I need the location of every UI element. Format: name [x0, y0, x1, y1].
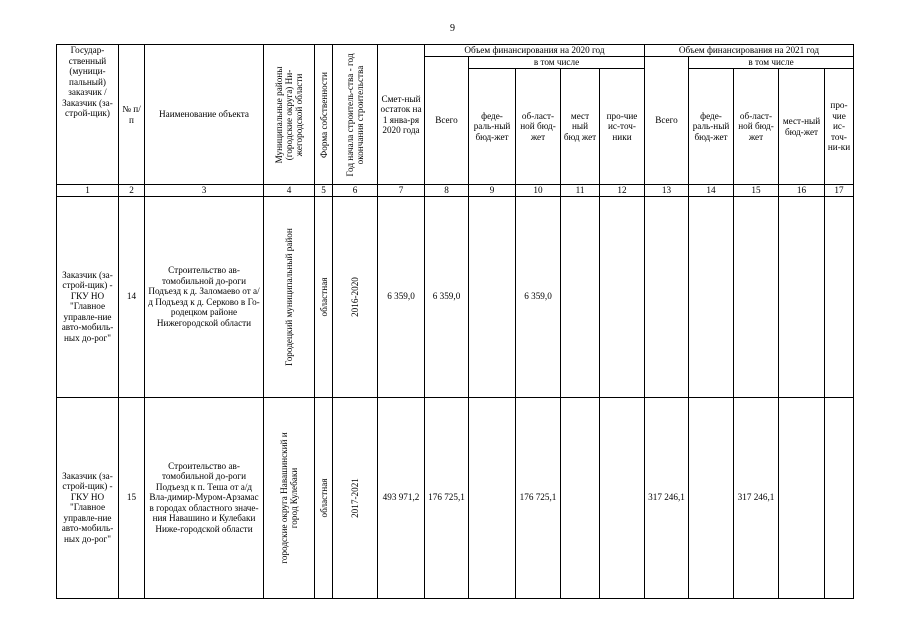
header-object-name: Наименование объекта	[145, 45, 264, 185]
header-ownership	[315, 45, 333, 185]
header-other-2021: про-чие ис-точ-ни-ки	[825, 69, 854, 185]
row-total-2021: 317 246,1	[645, 397, 689, 598]
row-district	[264, 397, 315, 598]
header-regional-2020: об-ласт-ной бюд-жет	[516, 69, 561, 185]
row-estimated: 493 971,2	[378, 397, 425, 598]
row-district	[264, 196, 315, 397]
column-number: 14	[689, 185, 734, 197]
column-number: 16	[779, 185, 825, 197]
header-ownership-text: Форма собственности	[318, 71, 329, 158]
table-row	[57, 196, 854, 397]
header-including-2021: в том числе	[689, 57, 854, 69]
row-other-2021	[825, 397, 854, 598]
row-number: 14	[119, 196, 145, 397]
column-number: 11	[561, 185, 600, 197]
column-number: 6	[333, 185, 378, 197]
header-federal-2020: феде-раль-ный бюд-жет	[469, 69, 516, 185]
row-estimated: 6 359,0	[378, 196, 425, 397]
row-ownership	[315, 397, 333, 598]
row-other-2020	[600, 397, 645, 598]
column-number: 17	[825, 185, 854, 197]
row-local-2020	[561, 397, 600, 598]
row-object-name: Строительство ав-томобильной до-роги Подъезд к д. Заломаево от а/д Подъезд к д. Серково в Го-родецком районе Нижегородской области	[145, 196, 264, 397]
header-years-text: Год начала строитель-ства - год окончания строительства	[345, 53, 365, 176]
column-number: 2	[119, 185, 145, 197]
column-number: 3	[145, 185, 264, 197]
column-number: 1	[57, 185, 119, 197]
row-ownership-text: областная	[318, 478, 329, 518]
row-total-2021	[645, 196, 689, 397]
row-federal-2020	[469, 397, 516, 598]
row-total-2020: 6 359,0	[425, 196, 469, 397]
row-years-text: 2017-2021	[350, 477, 360, 518]
header-estimated: Смет-ный остаток на 1 янва-ря 2020 года	[378, 45, 425, 185]
column-number: 5	[315, 185, 333, 197]
header-local-2020: мест ный бюд жет	[561, 69, 600, 185]
header-years	[333, 45, 378, 185]
header-federal-2021: феде-раль-ный бюд-жет	[689, 69, 734, 185]
column-number: 15	[734, 185, 779, 197]
table-row	[57, 397, 854, 598]
row-regional-2020: 176 725,1	[516, 397, 561, 598]
row-local-2021	[779, 196, 825, 397]
row-district-text: Городецкий муниципальный район	[284, 227, 294, 366]
row-years-text: 2016-2020	[350, 276, 360, 317]
row-years	[333, 196, 378, 397]
row-federal-2021	[689, 397, 734, 598]
header-customer: Государ-ственный (муници-пальный) заказчик /Заказчик (за-строй-щик)	[57, 45, 119, 185]
header-districts-text: Муниципальные районы (городские округа) Ни-жегородской области	[274, 66, 304, 163]
column-number: 4	[264, 185, 315, 197]
row-federal-2020	[469, 196, 516, 397]
header-regional-2021: об-ласт-ной бюд-жет	[734, 69, 779, 185]
column-number: 9	[469, 185, 516, 197]
row-local-2021	[779, 397, 825, 598]
financing-table	[56, 44, 854, 599]
row-customer: Заказчик (за-строй-щик) - ГКУ НО "Главное управле-ние авто-мобиль-ных до-рог"	[57, 196, 119, 397]
header-no: № п/п	[119, 45, 145, 185]
header-fin-2020: Объем финансирования на 2020 год	[425, 45, 645, 57]
row-regional-2021: 317 246,1	[734, 397, 779, 598]
header-total-2021: Всего	[645, 57, 689, 185]
column-number: 13	[645, 185, 689, 197]
row-ownership-text: областная	[318, 277, 329, 317]
row-number: 15	[119, 397, 145, 598]
header-other-2020: про-чие ис-точ-ники	[600, 69, 645, 185]
row-district-text: городские округа Навашинский и город Кулебаки	[279, 431, 299, 564]
column-number: 10	[516, 185, 561, 197]
header-including-2020: в том числе	[469, 57, 645, 69]
row-total-2020: 176 725,1	[425, 397, 469, 598]
row-other-2021	[825, 196, 854, 397]
column-number: 8	[425, 185, 469, 197]
row-regional-2020: 6 359,0	[516, 196, 561, 397]
row-other-2020	[600, 196, 645, 397]
row-years	[333, 397, 378, 598]
header-total-2020: Всего	[425, 57, 469, 185]
row-ownership	[315, 196, 333, 397]
row-customer: Заказчик (за-строй-щик) - ГКУ НО "Главное управле-ние авто-мобиль-ных до-рог"	[57, 397, 119, 598]
row-local-2020	[561, 196, 600, 397]
header-districts	[264, 45, 315, 185]
column-number: 7	[378, 185, 425, 197]
header-fin-2021: Объем финансирования на 2021 год	[645, 45, 854, 57]
header-local-2021: мест-ный бюд-жет	[779, 69, 825, 185]
column-number: 12	[600, 185, 645, 197]
column-number-row	[57, 185, 854, 197]
row-object-name: Строительство ав-томобильной до-роги Подъезд к п. Теша от а/д Вла-димир-Муром-Арзамас в городах областного значе-ния Навашино и Кулебаки Ниже-городской области	[145, 397, 264, 598]
page-number: 9	[450, 23, 455, 34]
row-federal-2021	[689, 196, 734, 397]
row-regional-2021	[734, 196, 779, 397]
